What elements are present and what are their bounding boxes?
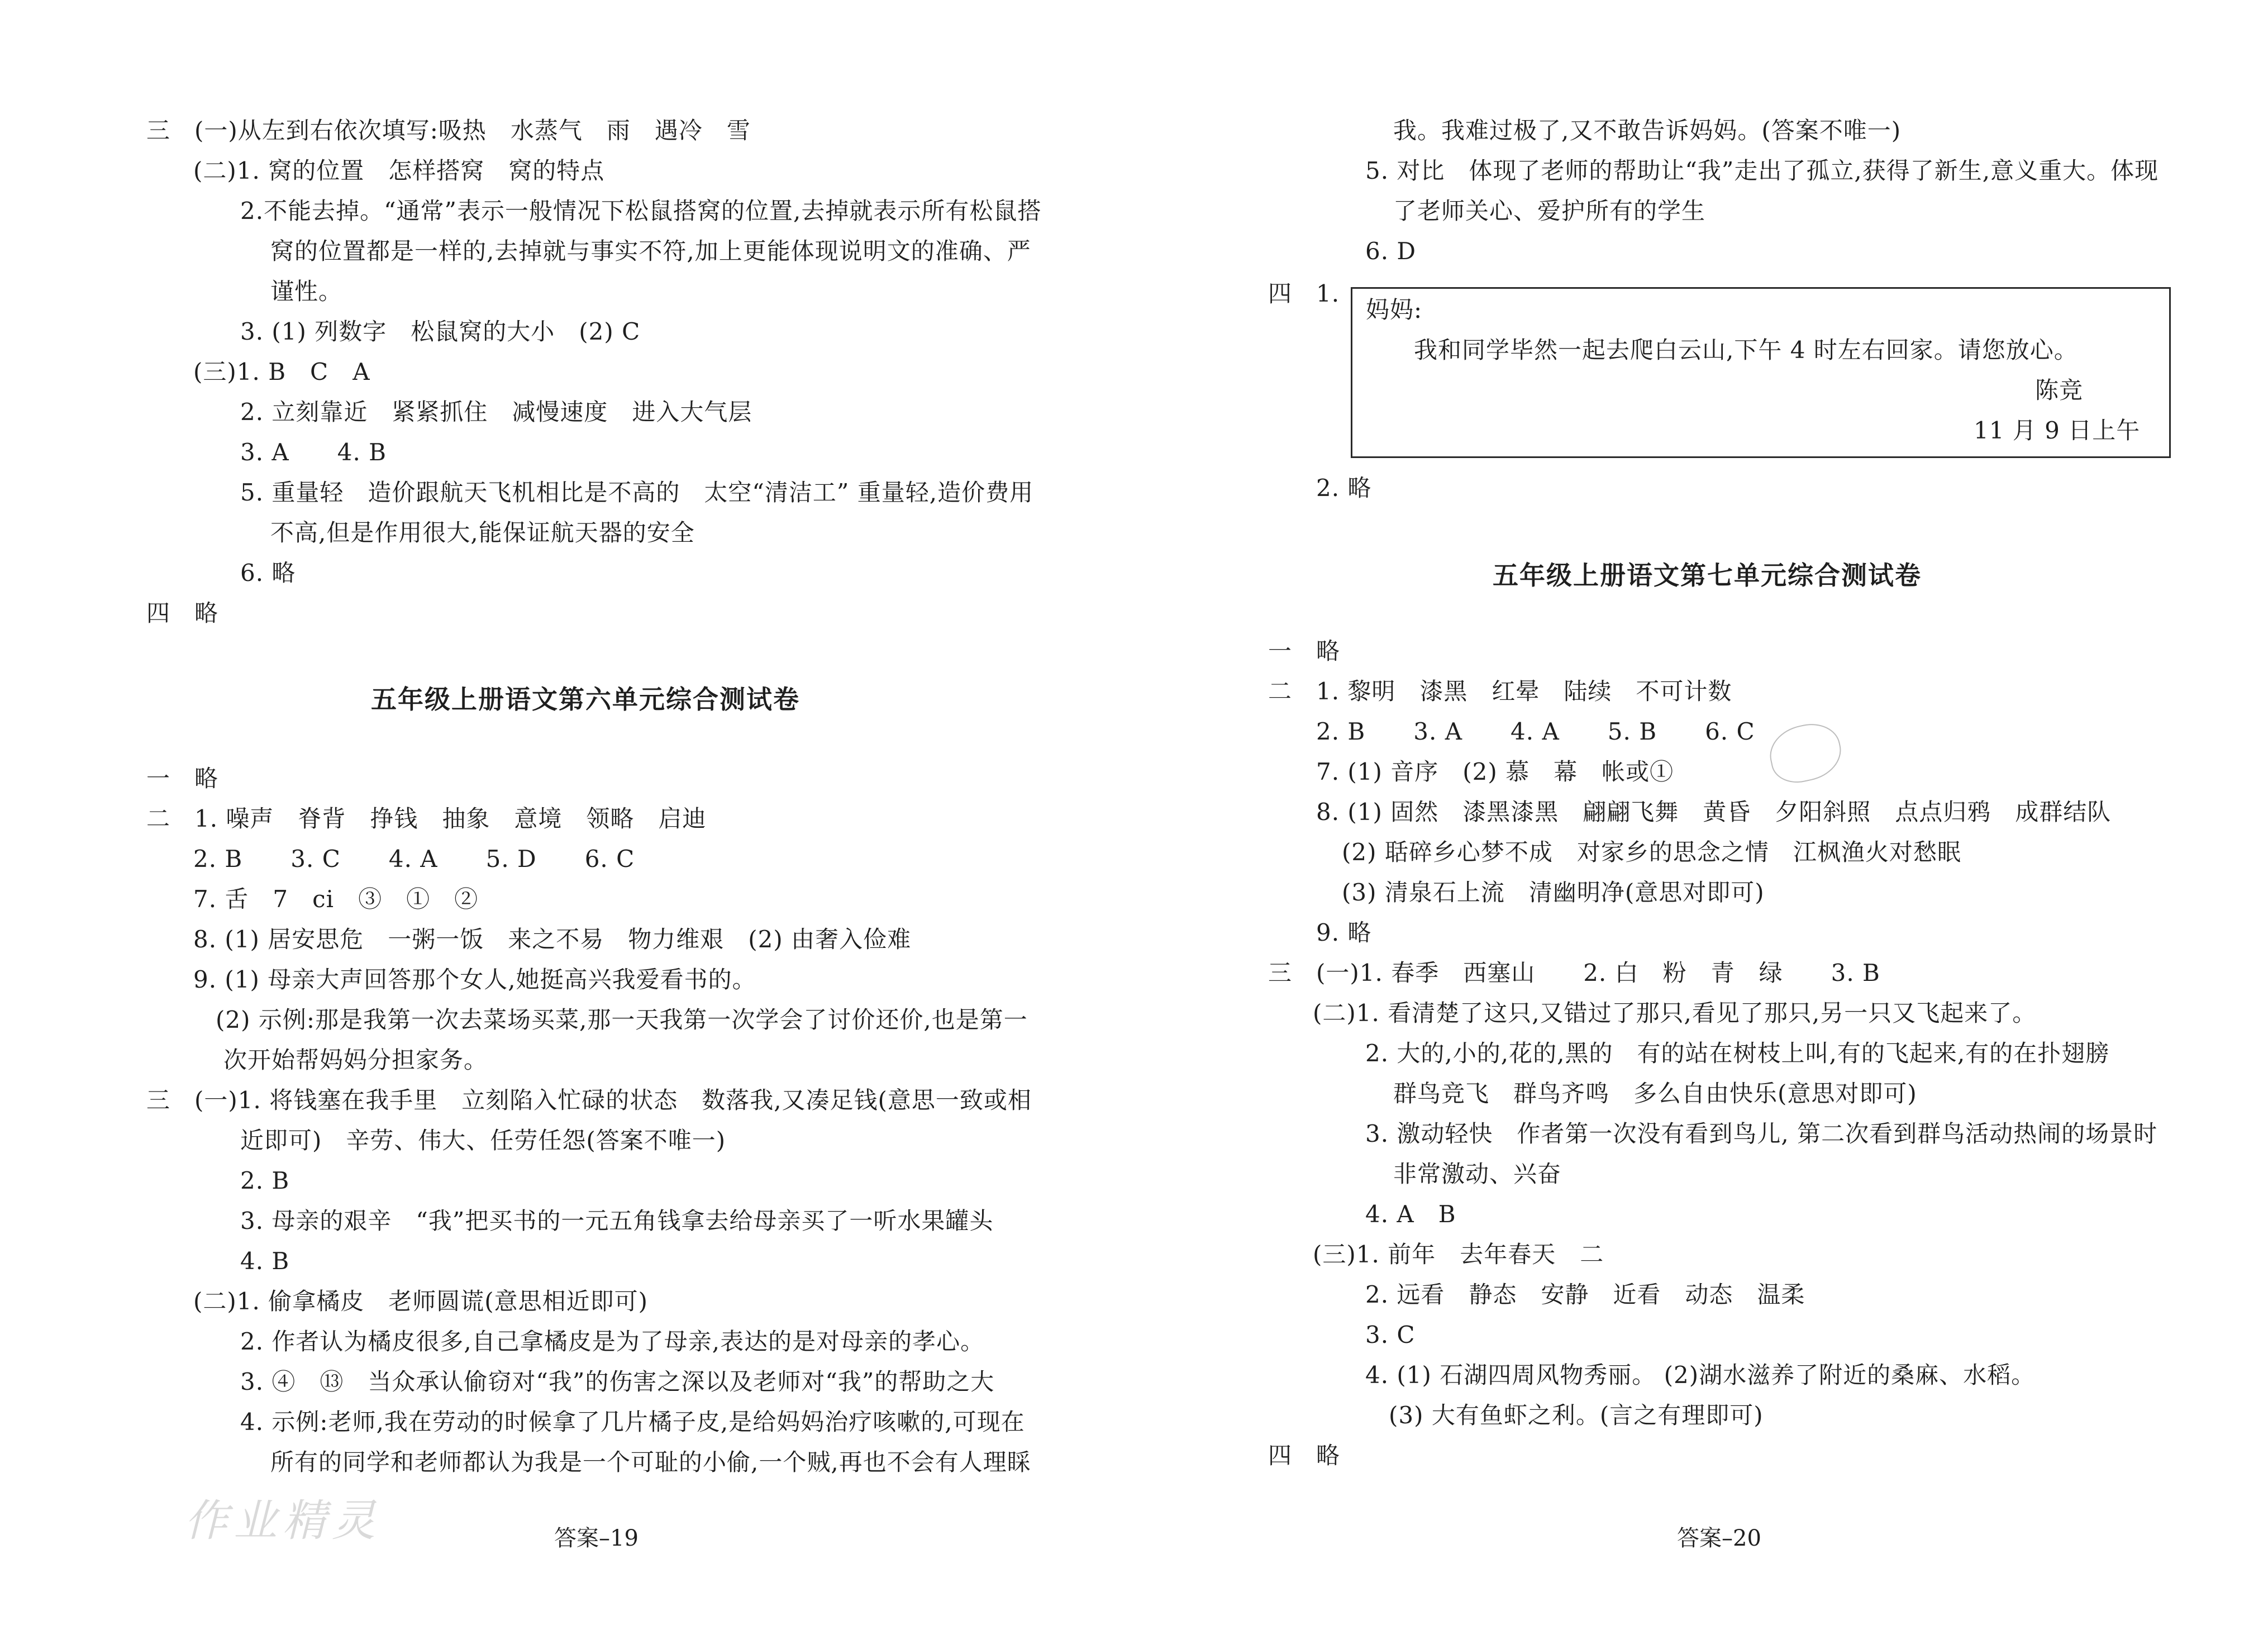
answer-line: 了老师关心、爱护所有的学生 <box>1393 197 1706 225</box>
note-body: 我和同学毕然一起去爬白云山,下午 4 时左右回家。请您放心。 <box>1414 336 2078 364</box>
answer-line: 2. 立刻靠近 紧紧抓住 减慢速度 进入大气层 <box>240 398 752 426</box>
answer-line: (3) 大有鱼虾之利。(言之有理即可) <box>1389 1402 1764 1429</box>
answer-line: (2) 示例:那是我第一次去菜场买菜,那一天我第一次学会了讨价还价,也是第一 <box>216 1006 1028 1033</box>
answer-line: 3. A 4. B <box>240 438 387 466</box>
answer-line: 4. 示例:老师,我在劳动的时候拿了几片橘子皮,是给妈妈治疗咳嗽的,可现在 <box>240 1408 1025 1436</box>
answer-line: 9. (1) 母亲大声回答那个女人,她挺高兴我爱看书的。 <box>193 966 756 993</box>
answer-line: 3. ④ ⑬ 当众承认偷窃对“我”的伤害之深以及老师对“我”的帮助之大 <box>240 1368 995 1395</box>
answer-line: 所有的同学和老师都认为我是一个可耻的小偷,一个贼,再也不会有人理睬 <box>270 1448 1031 1476</box>
answer-line: 一 略 <box>1268 637 1341 665</box>
page-footer: 答案–20 <box>1677 1526 1761 1551</box>
answer-line: 四 略 <box>1268 1442 1341 1469</box>
answer-line: 一 略 <box>146 765 219 792</box>
answer-line: 窝的位置都是一样的,去掉就与事实不符,加上更能体现说明文的准确、严 <box>270 237 1031 265</box>
answer-line: 2.不能去掉。“通常”表示一般情况下松鼠搭窝的位置,去掉就表示所有松鼠搭 <box>240 197 1042 225</box>
section-title: 五年级上册语文第六单元综合测试卷 <box>371 684 800 714</box>
answer-line: (3) 清泉石上流 清幽明净(意思对即可) <box>1342 879 1765 906</box>
answer-line: 2. B 3. C 4. A 5. D 6. C <box>193 845 635 873</box>
answer-line: 3. 激动轻快 作者第一次没有看到鸟儿, 第二次看到群鸟活动热闹的场景时 <box>1365 1120 2158 1147</box>
answer-line: (三)1. 前年 去年春天 二 <box>1313 1241 1604 1268</box>
answer-line: 不高,但是作用很大,能保证航天器的安全 <box>270 519 695 546</box>
answer-line: 二 1. 黎明 漆黑 红晕 陆续 不可计数 <box>1268 678 1732 705</box>
note-box <box>1351 287 2171 458</box>
answer-line: (二)1. 看清楚了这只,又错过了那只,看见了那只,另一只又飞起来了。 <box>1313 999 2037 1027</box>
answer-line: 群鸟竞飞 群鸟齐鸣 多么自由快乐(意思对即可) <box>1393 1080 1917 1107</box>
answer-line: (二)1. 偷拿橘皮 老师圆谎(意思相近即可) <box>193 1288 648 1315</box>
answer-line: 二 1. 噪声 脊背 挣钱 抽象 意境 领略 启迪 <box>146 805 707 832</box>
answer-line: 近即可) 辛劳、伟大、任劳任怨(答案不唯一) <box>240 1127 726 1154</box>
answer-line: 8. (1) 固然 漆黑漆黑 翩翩飞舞 黄昏 夕阳斜照 点点归鸦 成群结队 <box>1316 798 2112 826</box>
answer-line: 我。我难过极了,又不敢告诉妈妈。(答案不唯一) <box>1393 117 1902 144</box>
answer-line: 三 (一)从左到右依次填写:吸热 水蒸气 雨 遇冷 雪 <box>146 117 751 144</box>
answer-line: 三 (一)1. 将钱塞在我手里 立刻陷入忙碌的状态 数落我,又凑足钱(意思一致或相 <box>146 1086 1032 1114</box>
answer-line: 7. (1) 音序 (2) 慕 幕 帐或① <box>1316 758 1674 785</box>
note-signature: 陈竞 <box>2035 376 2084 404</box>
question-label: 四 1. <box>1268 280 1340 307</box>
answer-line: 2. B 3. A 4. A 5. B 6. C <box>1316 718 1755 745</box>
answer-line: 2. 远看 静态 安静 近看 动态 温柔 <box>1365 1281 1805 1308</box>
answer-line: 4. (1) 石湖四周风物秀丽。 (2)湖水滋养了附近的桑麻、水稻。 <box>1365 1361 2036 1389</box>
answer-line: 四 略 <box>146 599 219 627</box>
note-date: 11 月 9 日上午 <box>1974 417 2141 444</box>
answer-line: 6. D <box>1365 237 1417 265</box>
answer-line: 3. 母亲的艰辛 “我”把买书的一元五角钱拿去给母亲买了一听水果罐头 <box>240 1207 994 1234</box>
answer-line: 3. (1) 列数字 松鼠窝的大小 (2) C <box>240 318 641 345</box>
answer-line: 2. B <box>240 1167 290 1194</box>
answer-line: 2. 作者认为橘皮很多,自己拿橘皮是为了母亲,表达的是对母亲的孝心。 <box>240 1328 985 1355</box>
note-salutation: 妈妈: <box>1366 296 1423 323</box>
answer-line: (二)1. 窝的位置 怎样搭窝 窝的特点 <box>193 157 605 184</box>
answer-line: 7. 舌 7 ci ③ ① ② <box>193 885 479 913</box>
answer-line: 6. 略 <box>240 559 296 587</box>
answer-line: 4. B <box>240 1247 290 1275</box>
answer-line: (2) 聒碎乡心梦不成 对家乡的思念之情 江枫渔火对愁眠 <box>1342 838 1961 866</box>
page-footer: 答案–19 <box>554 1526 639 1551</box>
answer-line: 8. (1) 居安思危 一粥一饭 来之不易 物力维艰 (2) 由奢入俭难 <box>193 926 912 953</box>
answer-line: 三 (一)1. 春季 西塞山 2. 白 粉 青 绿 3. B <box>1268 959 1880 986</box>
answer-line: 谨性。 <box>270 278 343 305</box>
answer-line: 3. C <box>1365 1321 1416 1348</box>
answer-line: 5. 重量轻 造价跟航天飞机相比是不高的 太空“清洁工” 重量轻,造价费用 <box>240 479 1034 506</box>
answer-line: (三)1. B C A <box>193 358 370 385</box>
answer-line: 次开始帮妈妈分担家务。 <box>223 1046 488 1074</box>
answer-line: 非常激动、兴奋 <box>1393 1160 1562 1188</box>
answer-line: 2. 略 <box>1316 474 1372 502</box>
answer-line: 2. 大的,小的,花的,黑的 有的站在树枝上叫,有的飞起来,有的在扑翅膀 <box>1365 1040 2110 1067</box>
section-title: 五年级上册语文第七单元综合测试卷 <box>1493 560 1922 590</box>
answer-line: 4. A B <box>1365 1200 1456 1228</box>
answer-line: 9. 略 <box>1316 919 1372 946</box>
watermark: 作业精灵 <box>184 1496 382 1546</box>
answer-line: 5. 对比 体现了老师的帮助让“我”走出了孤立,获得了新生,意义重大。体现 <box>1365 157 2159 184</box>
